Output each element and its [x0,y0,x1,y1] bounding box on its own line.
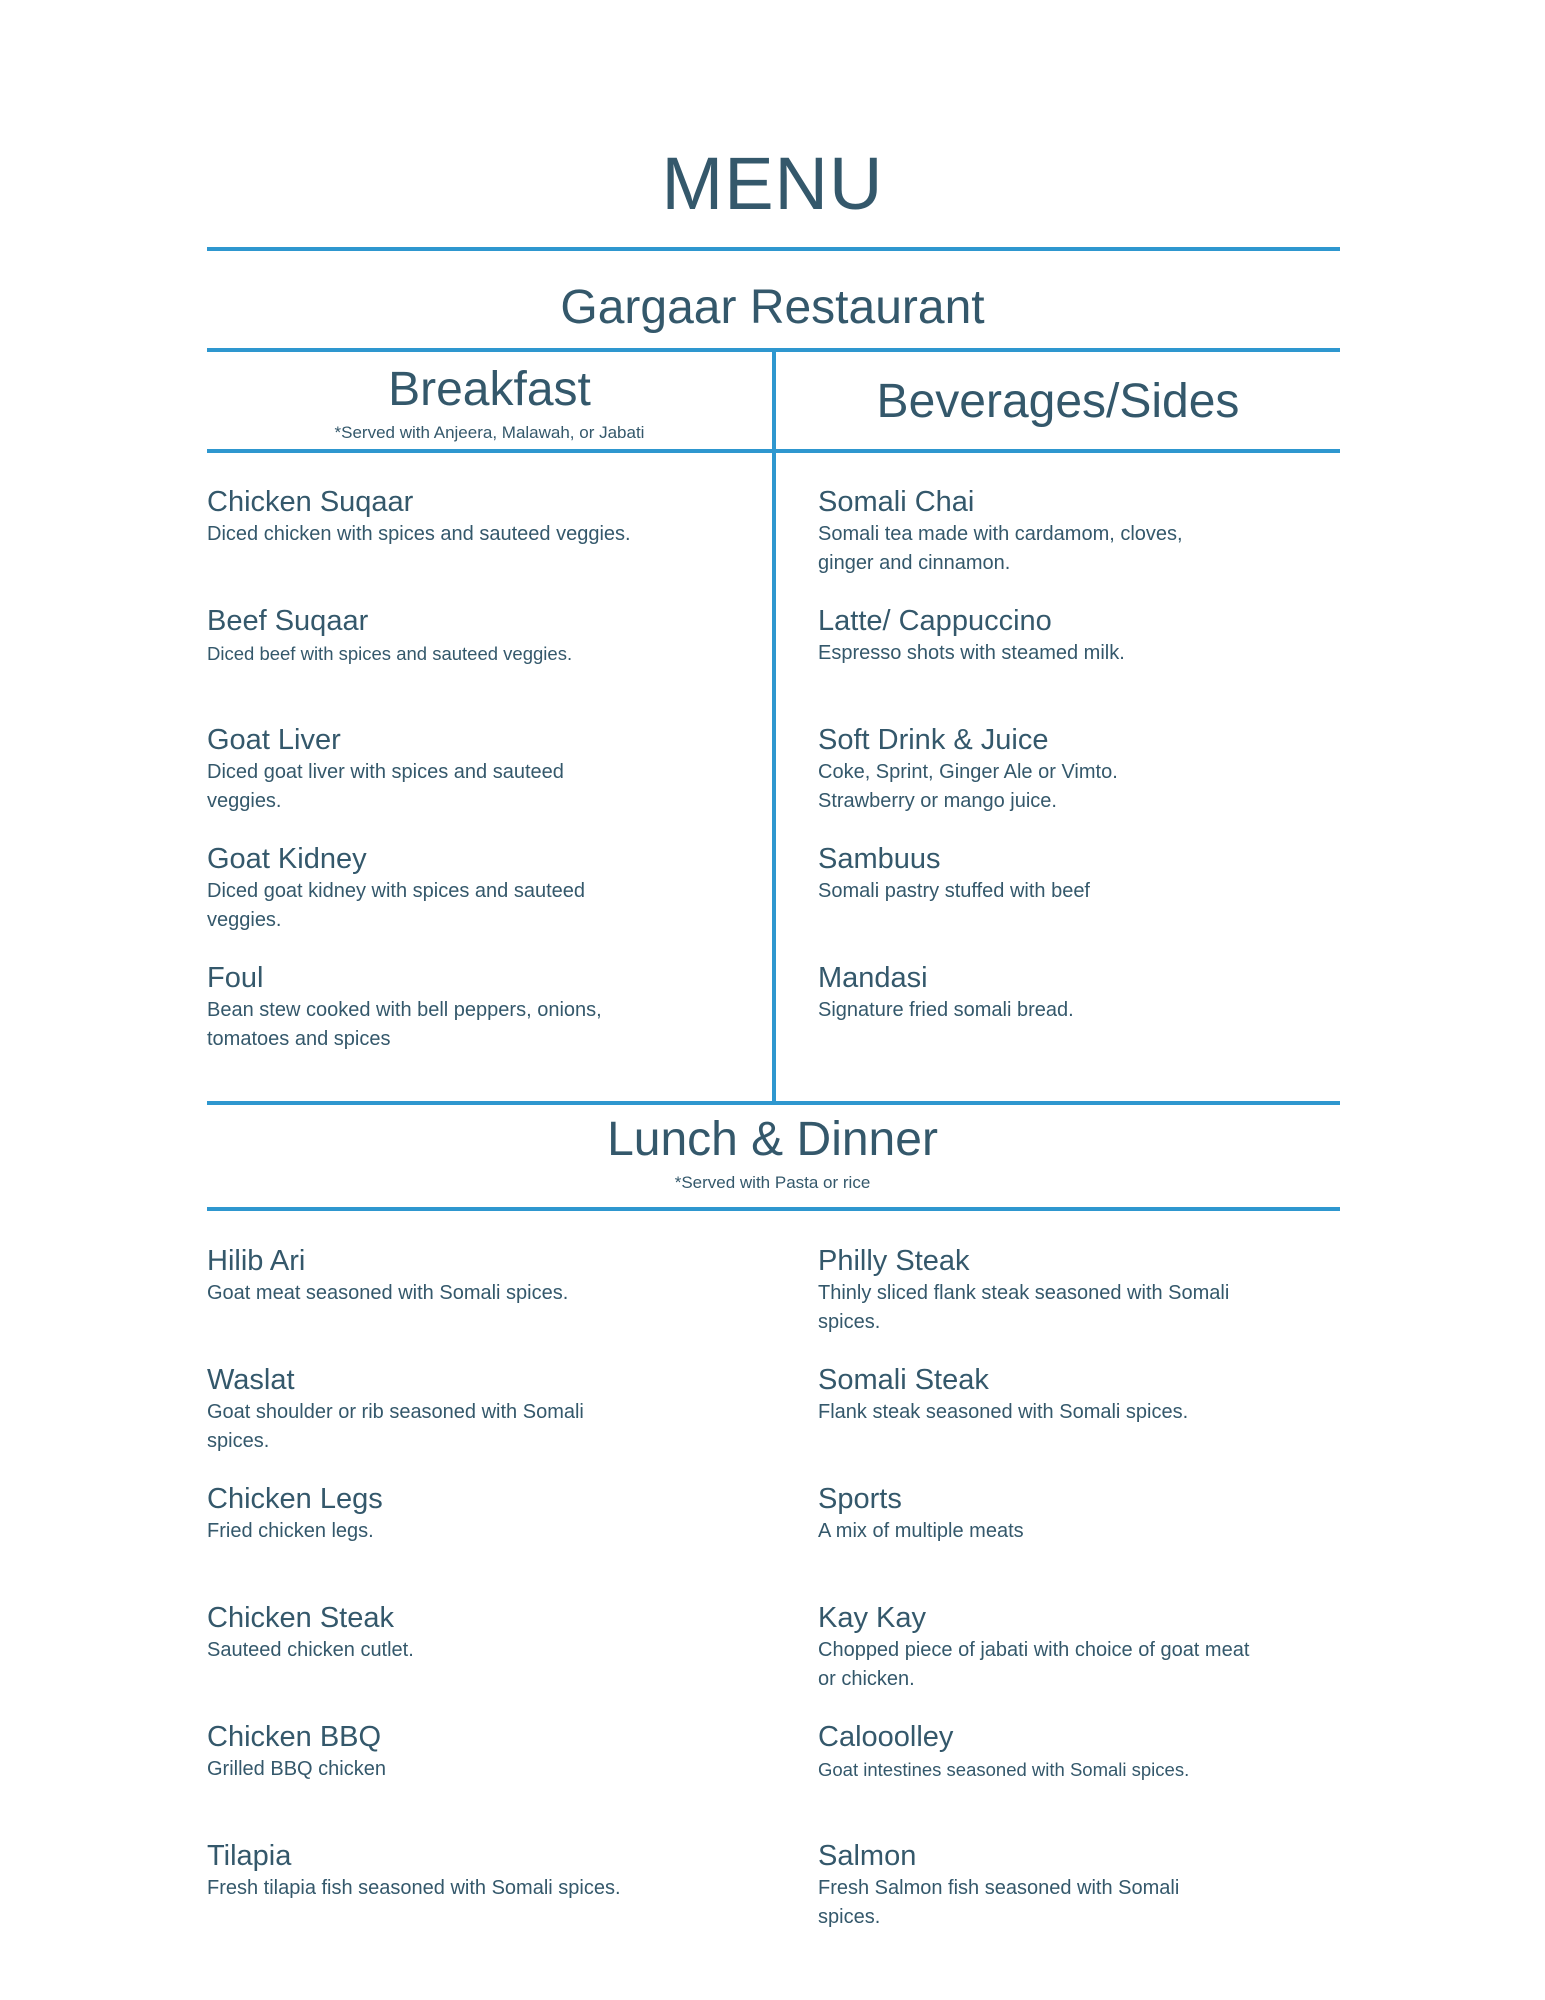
item-name: Latte/ Cappuccino [818,605,1052,637]
item-name: Chicken Steak [207,1602,394,1634]
item-description: Chopped piece of jabati with choice of goat meat or chicken. [818,1639,1250,1690]
item-description: Fresh Salmon fish seasoned with Somali spices. [818,1877,1180,1928]
item-description: Goat shoulder or rib seasoned with Somali spices. [207,1401,584,1452]
item-description: Diced goat kidney with spices and sauteed veggies. [207,880,586,931]
title-divider [207,247,1340,251]
item-name: Chicken BBQ [207,1721,382,1753]
item-name: Calooolley [818,1721,954,1753]
menu-item [207,961,637,1054]
item-description: Somali pastry stuffed with beef [818,880,1090,902]
item-name: Tilapia [207,1840,292,1872]
item-description: Coke, Sprint, Ginger Ale or Vimto. Strawberry or mango juice. [818,761,1118,812]
item-name: Mandasi [818,962,928,994]
item-name: Goat Liver [207,724,341,756]
item-description: Thinly sliced flank steak seasoned with Somali spices. [818,1282,1230,1333]
lunch-dinner-note: *Served with Pasta or rice [674,1173,871,1192]
menu-item [207,485,657,549]
menu-item [207,723,607,816]
menu-item [818,1839,1218,1932]
item-description: Fresh tilapia fish seasoned with Somali spices. [207,1877,621,1899]
page-title: MENU [661,142,884,225]
item-name: Sports [818,1483,902,1515]
lunch-top-divider [207,1101,1340,1105]
item-name: Somali Chai [818,486,975,518]
item-description: Sauteed chicken cutlet. [207,1639,414,1661]
column-divider [772,351,776,1105]
menu-item [818,1363,1298,1427]
item-description: Espresso shots with steamed milk. [818,642,1125,664]
item-description: A mix of multiple meats [818,1520,1024,1542]
lunch-dinner-title: Lunch & Dinner [607,1113,938,1166]
menu-item [818,485,1238,578]
item-description: Fried chicken legs. [207,1520,374,1542]
menu-item [818,961,1268,1025]
menu-item [207,1363,627,1456]
item-name: Kay Kay [818,1602,926,1634]
item-name: Beef Suqaar [207,605,369,637]
menu-item [207,604,707,668]
item-description: Diced beef with spices and sauteed veggies. [207,643,573,664]
item-description: Diced goat liver with spices and sauteed veggies. [207,761,564,812]
item-description: Bean stew cooked with bell peppers, onions, tomatoes and spices [207,999,602,1050]
item-name: Foul [207,962,264,994]
item-description: Signature fried somali bread. [818,999,1074,1021]
item-name: Somali Steak [818,1364,989,1396]
item-name: Goat Kidney [207,843,367,875]
menu-item [818,842,1268,906]
menu-item [818,1244,1258,1337]
menu-item [207,1482,657,1546]
menu-item [818,723,1218,816]
menu-item [207,1601,657,1665]
menu-item [818,1482,1268,1546]
item-description: Grilled BBQ chicken [207,1758,386,1780]
item-name: Waslat [207,1364,295,1396]
item-name: Chicken Legs [207,1483,383,1515]
menu-item [207,1839,647,1903]
menu-item [207,1244,687,1308]
item-description: Flank steak seasoned with Somali spices. [818,1401,1189,1423]
menu-item [207,842,627,935]
menu-item [818,604,1298,668]
item-name: Hilib Ari [207,1245,306,1277]
item-description: Diced chicken with spices and sauteed veggies. [207,523,631,545]
lunch-bottom-divider [207,1207,1340,1211]
breakfast-note: *Served with Anjeera, Malawah, or Jabati [334,423,645,442]
restaurant-name: Gargaar Restaurant [560,281,985,334]
item-description: Somali tea made with cardamom, cloves, ginger and cinnamon. [818,523,1183,574]
item-description: Goat meat seasoned with Somali spices. [207,1282,569,1304]
item-name: Soft Drink & Juice [818,724,1049,756]
item-name: Salmon [818,1840,917,1872]
item-description: Goat intestines seasoned with Somali spices. [818,1759,1190,1780]
item-name: Philly Steak [818,1245,970,1277]
item-name: Chicken Suqaar [207,486,414,518]
menu-item [207,1720,657,1784]
menu-item [818,1601,1258,1694]
item-name: Sambuus [818,843,941,875]
menu-item [818,1720,1318,1784]
beverages-title: Beverages/Sides [876,375,1240,428]
breakfast-title: Breakfast [388,363,591,416]
